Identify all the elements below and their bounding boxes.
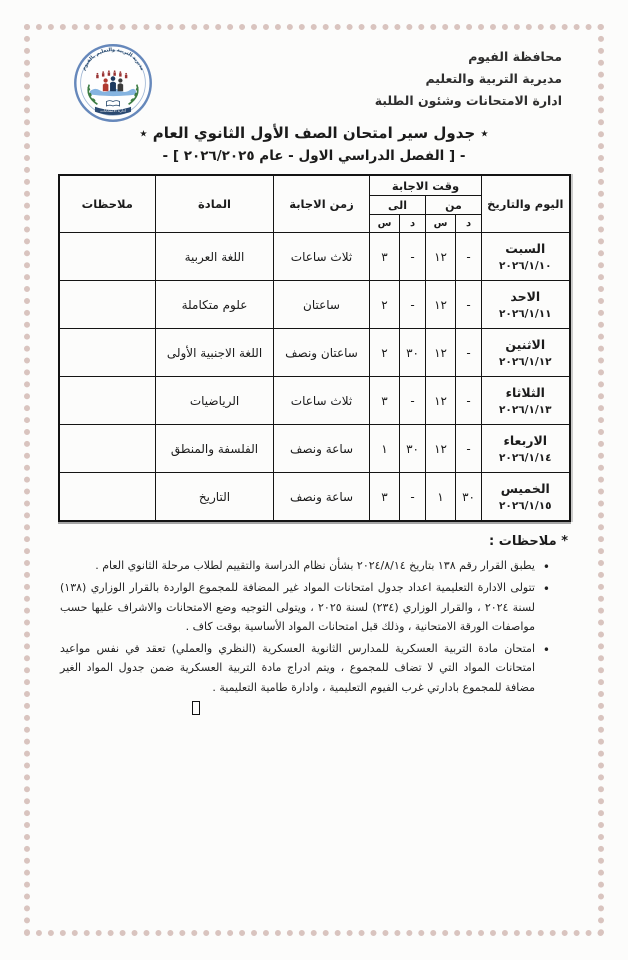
notes-section — [54, 534, 568, 719]
note-item-military-education — [60, 639, 550, 697]
directorate-seal-logo — [72, 42, 154, 124]
seal-icon — [72, 42, 154, 124]
bullet-icon: • — [542, 582, 550, 597]
letterhead-directorate: مديرية التربية والتعليم — [425, 71, 562, 86]
to-hours-cell: ٣ — [370, 473, 400, 522]
from-minutes-cell: - — [456, 377, 482, 425]
col-header-subject: المادة — [156, 175, 274, 233]
from-minutes-cell: - — [456, 233, 482, 281]
to-minutes-cell: - — [400, 377, 426, 425]
from-minutes-cell: - — [456, 281, 482, 329]
schedule-row-sunday — [59, 281, 570, 329]
day-date-cell — [482, 473, 570, 522]
subject-cell: الرياضيات — [156, 377, 274, 425]
subject-cell: علوم متكاملة — [156, 281, 274, 329]
day-name: السبت — [505, 240, 546, 256]
notes-cell — [59, 473, 156, 522]
from-hours-cell: ١٢ — [426, 233, 456, 281]
day-date: ٢٠٢٦/١/١٤ — [499, 451, 552, 464]
col-header-notes: ملاحظات — [59, 175, 156, 233]
decorative-stamp-border — [24, 24, 604, 936]
missing-glyph-row — [54, 700, 568, 719]
day-date: ٢٠٢٦/١/١١ — [499, 307, 552, 320]
day-date-cell — [482, 425, 570, 473]
from-minutes-cell: - — [456, 425, 482, 473]
missing-glyph-box — [192, 701, 200, 715]
from-hours-cell: ١٢ — [426, 281, 456, 329]
day-name: الاثنين — [505, 336, 546, 352]
day-date-cell — [482, 233, 570, 281]
to-minutes-cell: - — [400, 473, 426, 522]
col-header-to-minutes: د — [400, 215, 426, 233]
col-header-duration: زمن الاجابة — [274, 175, 370, 233]
bullet-icon: • — [542, 560, 550, 574]
day-date-cell — [482, 377, 570, 425]
letterhead-block — [375, 46, 562, 112]
document-header — [44, 42, 584, 124]
duration-cell: ساعة ونصف — [274, 425, 370, 473]
subject-cell: التاريخ — [156, 473, 274, 522]
from-hours-cell: ١ — [426, 473, 456, 522]
from-minutes-cell: ٣٠ — [456, 473, 482, 522]
seal-people-icon — [103, 76, 123, 91]
day-date: ٢٠٢٦/١/١٢ — [499, 355, 552, 368]
col-header-from-minutes: د — [456, 215, 482, 233]
to-minutes-cell: ٣٠ — [400, 425, 426, 473]
col-header-day-date: اليوم والتاريخ — [482, 175, 570, 233]
subject-cell: اللغة الاجنبية الأولى — [156, 329, 274, 377]
to-hours-cell: ٢ — [370, 329, 400, 377]
to-minutes-cell: - — [400, 281, 426, 329]
to-hours-cell: ٣ — [370, 233, 400, 281]
notes-list — [60, 556, 550, 697]
to-hours-cell: ١ — [370, 425, 400, 473]
from-hours-cell: ١٢ — [426, 377, 456, 425]
schedule-row-saturday — [59, 233, 570, 281]
day-date-cell — [482, 329, 570, 377]
duration-cell: ساعتان ونصف — [274, 329, 370, 377]
col-header-to-hours: س — [370, 215, 400, 233]
duration-cell: ثلاث ساعات — [274, 233, 370, 281]
subject-cell: اللغة العربية — [156, 233, 274, 281]
seal-ring-text: مديرية التربية والتعليم بالفيوم — [80, 46, 146, 72]
page-subtitle: - [ الفصل الدراسي الاول - عام ٢٠٢٦/٢٠٢٥ ] - — [162, 148, 466, 164]
to-hours-cell: ٢ — [370, 281, 400, 329]
to-minutes-cell: - — [400, 233, 426, 281]
day-name: الخميس — [500, 480, 550, 496]
day-date-cell — [482, 281, 570, 329]
letterhead-department: ادارة الامتحانات وشئون الطلبة — [374, 93, 562, 108]
schedule-row-wednesday — [59, 425, 570, 473]
day-name: الثلاثاء — [505, 384, 545, 400]
seal-book-icon — [106, 101, 119, 106]
schedule-row-tuesday — [59, 377, 570, 425]
note-item-non-total-subjects — [60, 578, 550, 636]
notes-heading: * ملاحظات : — [489, 534, 568, 549]
schedule-row-monday — [59, 329, 570, 377]
seal-banner-text: ادارة الامتحانات — [100, 108, 126, 114]
notes-cell — [59, 425, 156, 473]
to-minutes-cell: ٣٠ — [400, 329, 426, 377]
day-date: ٢٠٢٦/١/١٥ — [499, 499, 552, 512]
day-name: الاربعاء — [503, 432, 548, 448]
note-text: امتحان مادة التربية العسكرية للمدارس الثانوية العسكرية (النظري والعملي) تعقد في نفس مواعيد امتحانات المواد التي لا تضاف للمجموع ، ويتم ادراج مادة التربية العسكرية ضمن جدول المواد الغير مضافة للمجموع بادارتي غرب الفيوم التعليمية ، وادارة طامية التعليمية . — [60, 642, 535, 694]
day-date: ٢٠٢٦/١/١٠ — [499, 259, 552, 272]
col-header-from-hours: س — [426, 215, 456, 233]
to-hours-cell: ٣ — [370, 377, 400, 425]
title-block — [44, 124, 584, 164]
notes-cell — [59, 233, 156, 281]
from-hours-cell: ١٢ — [426, 329, 456, 377]
from-hours-cell: ١٢ — [426, 425, 456, 473]
col-header-answer-time: وقت الاجابة — [370, 175, 482, 196]
duration-cell: ثلاث ساعات — [274, 377, 370, 425]
col-header-from: من — [426, 196, 482, 215]
duration-cell: ساعتان — [274, 281, 370, 329]
letterhead-governorate: محافظة الفيوم — [468, 49, 562, 64]
note-item-decree — [60, 556, 550, 575]
note-text: يطبق القرار رقم ١٣٨ بتاريخ ٢٠٢٤/٨/١٤ بشأن نظام الدراسة والتقييم لطلاب مرحلة الثانوي العام . — [95, 559, 535, 572]
from-minutes-cell: - — [456, 329, 482, 377]
notes-cell — [59, 281, 156, 329]
duration-cell: ساعة ونصف — [274, 473, 370, 522]
schedule-row-thursday — [59, 473, 570, 522]
day-name: الاحد — [510, 288, 541, 304]
subject-cell: الفلسفة والمنطق — [156, 425, 274, 473]
notes-cell — [59, 377, 156, 425]
bullet-icon: • — [542, 643, 550, 657]
col-header-to: الى — [370, 196, 426, 215]
notes-cell — [59, 329, 156, 377]
page-title: ٭ جدول سير امتحان الصف الأول الثانوي العام ٭ — [139, 124, 489, 142]
exam-schedule-table — [58, 174, 571, 522]
note-text: تتولى الادارة التعليمية اعداد جدول امتحانات المواد غير المضافة للمجموع الواردة بالقرار الوزاري (١٣٨) لسنة ٢٠٢٤ ، والقرار الوزاري (٢٣٤) لسنة ٢٠٢٥ ، ويتولى التوجيه وضع الامتحانات والاشراف عليها حسب مواصفات الورقة الامتحانية ، وذلك قبل امتحانات المواد الأساسية بوقت كاف . — [60, 581, 535, 633]
day-date: ٢٠٢٦/١/١٣ — [499, 403, 552, 416]
